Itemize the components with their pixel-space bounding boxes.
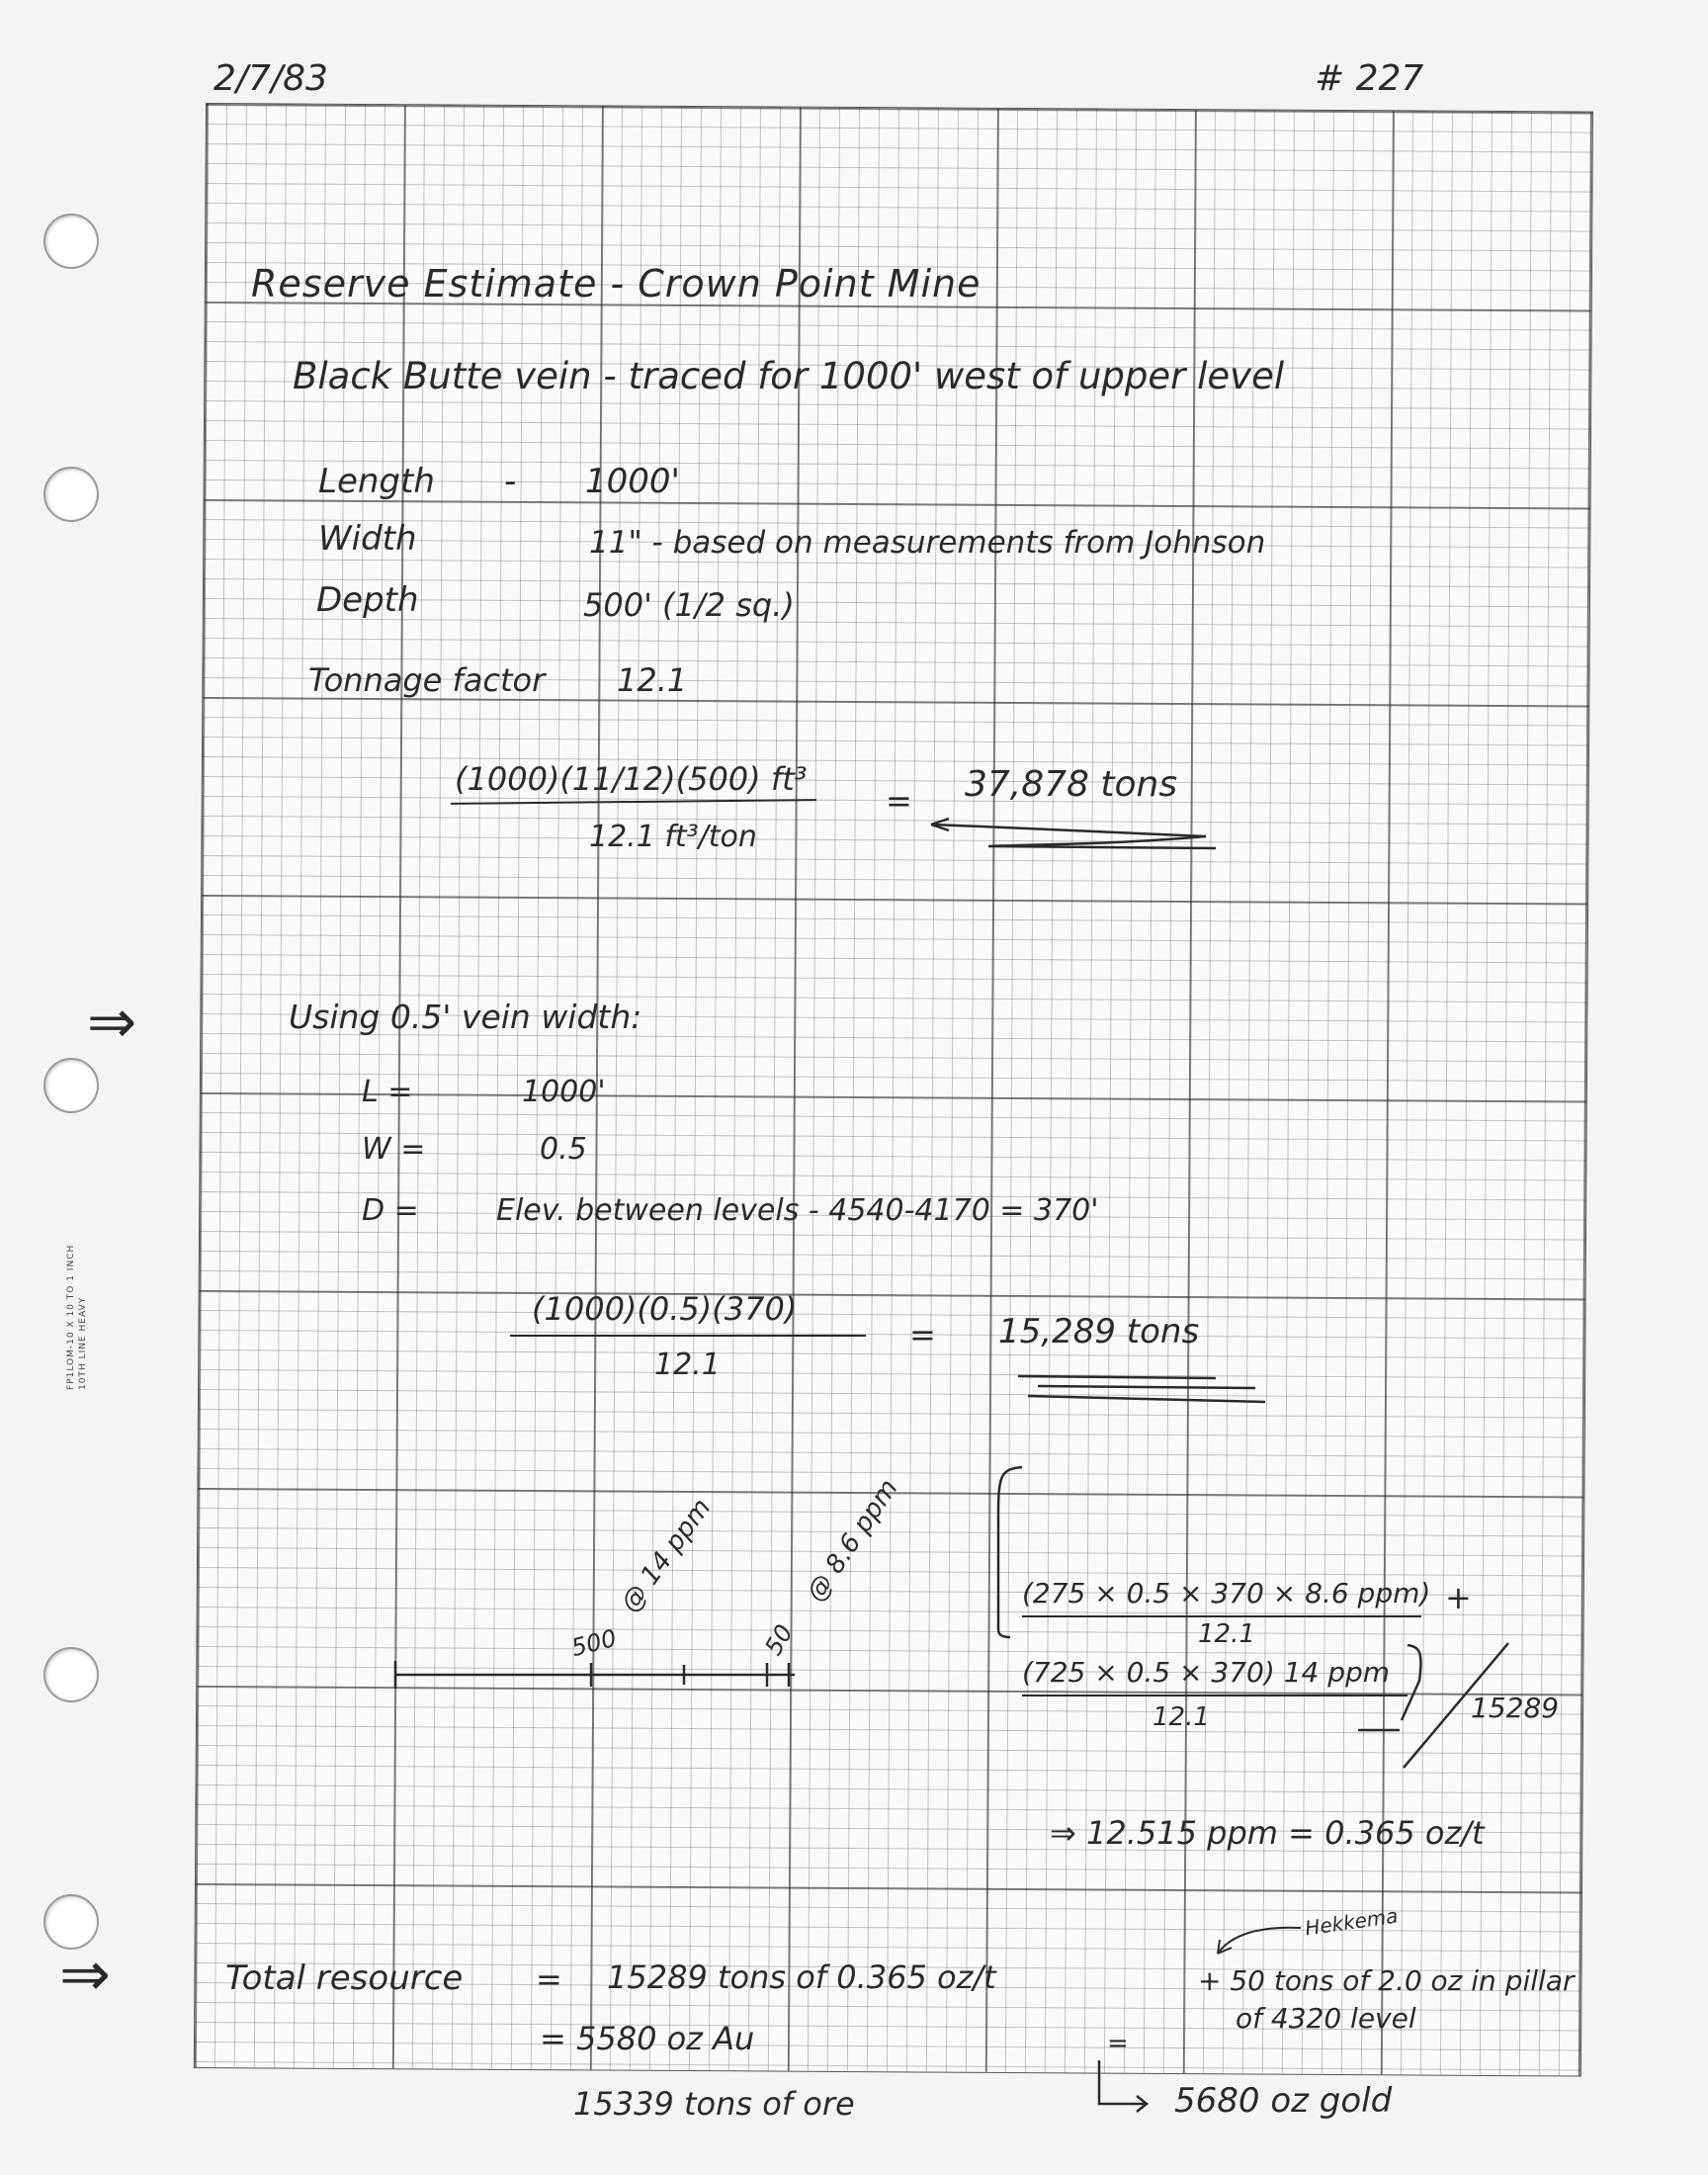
grade-divisor: 15289: [1471, 1692, 1560, 1724]
grade-term2-bar: [1022, 1695, 1408, 1696]
grade-term1-denominator: 12.1: [1198, 1619, 1255, 1649]
calc1-numerator: (1000)(11/12)(500) ft³: [455, 760, 808, 798]
tonnage-factor-value: 12.1: [617, 661, 688, 699]
calc2-numerator: (1000)(0.5)(370): [532, 1290, 798, 1328]
total-pillar-tons: + 50 tons of 2.0 oz in pillar: [1198, 1964, 1575, 1997]
row-w-label: W =: [362, 1132, 426, 1167]
row-l-label: L =: [362, 1075, 413, 1109]
total-annotation: Hekkema: [1303, 1903, 1400, 1941]
binder-hole: [43, 467, 99, 522]
param-depth-label: Depth: [316, 580, 419, 620]
param-length-label: Length: [318, 462, 435, 501]
calc2-fraction-bar: [510, 1335, 866, 1337]
binder-hole: [43, 214, 99, 269]
total-label: Total resource: [225, 1958, 464, 1998]
total-ounces: = 5580 oz Au: [540, 2020, 755, 2057]
total-small-equals: =: [1107, 2029, 1129, 2058]
row-d-label: D =: [362, 1193, 419, 1228]
page-number: # 227: [1315, 58, 1424, 99]
calc1-result: 37,878 tons: [965, 764, 1178, 805]
tonnage-factor-label: Tonnage factor: [308, 661, 546, 699]
section2-arrow: ⇒: [87, 988, 137, 1057]
diagram-label-50: 50: [759, 1619, 799, 1660]
row-l-value: 1000': [522, 1075, 606, 1109]
diagram-sample-14ppm: @ 14 ppm: [615, 1493, 718, 1618]
total-arrow: ⇒: [59, 1938, 111, 2010]
calc2-result-underline: [1008, 1362, 1275, 1406]
margin-paper-spec: [65, 1245, 89, 1390]
grade-term2-numerator: (725 × 0.5 × 370) 14 ppm: [1022, 1656, 1391, 1689]
vein-description: Black Butte vein - traced for 1000' west of upper level: [293, 355, 1285, 397]
row-w-value: 0.5: [540, 1132, 587, 1167]
total-pillar-note: of 4320 level: [1236, 2002, 1416, 2035]
param-width-label: Width: [318, 519, 417, 559]
annotation-arrow-icon: [1202, 1918, 1321, 1967]
page-title: Reserve Estimate - Crown Point Mine: [251, 262, 982, 305]
page-date: 2/7/83: [214, 58, 328, 99]
diagram-label-500: 500: [568, 1623, 620, 1663]
total-tons-grade: 15289 tons of 0.365 oz/t: [607, 1958, 996, 1996]
grade-result: ⇒ 12.515 ppm = 0.365 oz/t: [1050, 1814, 1485, 1852]
calc2-result: 15,289 tons: [998, 1312, 1200, 1351]
row-d-value: Elev. between levels - 4540-4170 = 370': [496, 1193, 1099, 1228]
level-diagram-lines: [376, 1483, 830, 1710]
grade-plus: +: [1445, 1579, 1472, 1616]
binder-hole: [43, 1647, 99, 1702]
grade-term1-numerator: (275 × 0.5 × 370 × 8.6 ppm): [1022, 1577, 1431, 1610]
param-depth-value: 500' (1/2 sq.): [583, 586, 795, 624]
total-gold-arrow-icon: [1087, 2056, 1166, 2126]
section2-heading: Using 0.5' vein width:: [289, 998, 642, 1036]
margin-paper-spec-line2: 10TH LINE HEAVY: [78, 1296, 88, 1390]
calc1-result-underline: [919, 811, 1236, 860]
calc2-equals: =: [909, 1316, 936, 1353]
margin-paper-spec-line1: FP1LOM-10 X 10 TO 1 INCH: [66, 1244, 76, 1390]
grade-term1-bar: [1022, 1615, 1421, 1617]
calc2-denominator: 12.1: [654, 1348, 721, 1382]
diagram-sample-8-6ppm: @ 8.6 ppm: [801, 1473, 904, 1608]
param-width-value: 11" - based on measurements from Johnson: [589, 525, 1266, 561]
total-tons-of-ore: 15339 tons of ore: [573, 2085, 855, 2123]
param-length-sep: -: [504, 462, 517, 501]
total-gold: 5680 oz gold: [1174, 2081, 1393, 2121]
calc1-equals: =: [886, 782, 912, 820]
calc1-denominator: 12.1 ft³/ton: [589, 820, 757, 854]
total-eq: =: [536, 1960, 562, 1998]
grade-term2-denominator: 12.1: [1153, 1702, 1210, 1732]
param-length-value: 1000': [585, 462, 680, 501]
